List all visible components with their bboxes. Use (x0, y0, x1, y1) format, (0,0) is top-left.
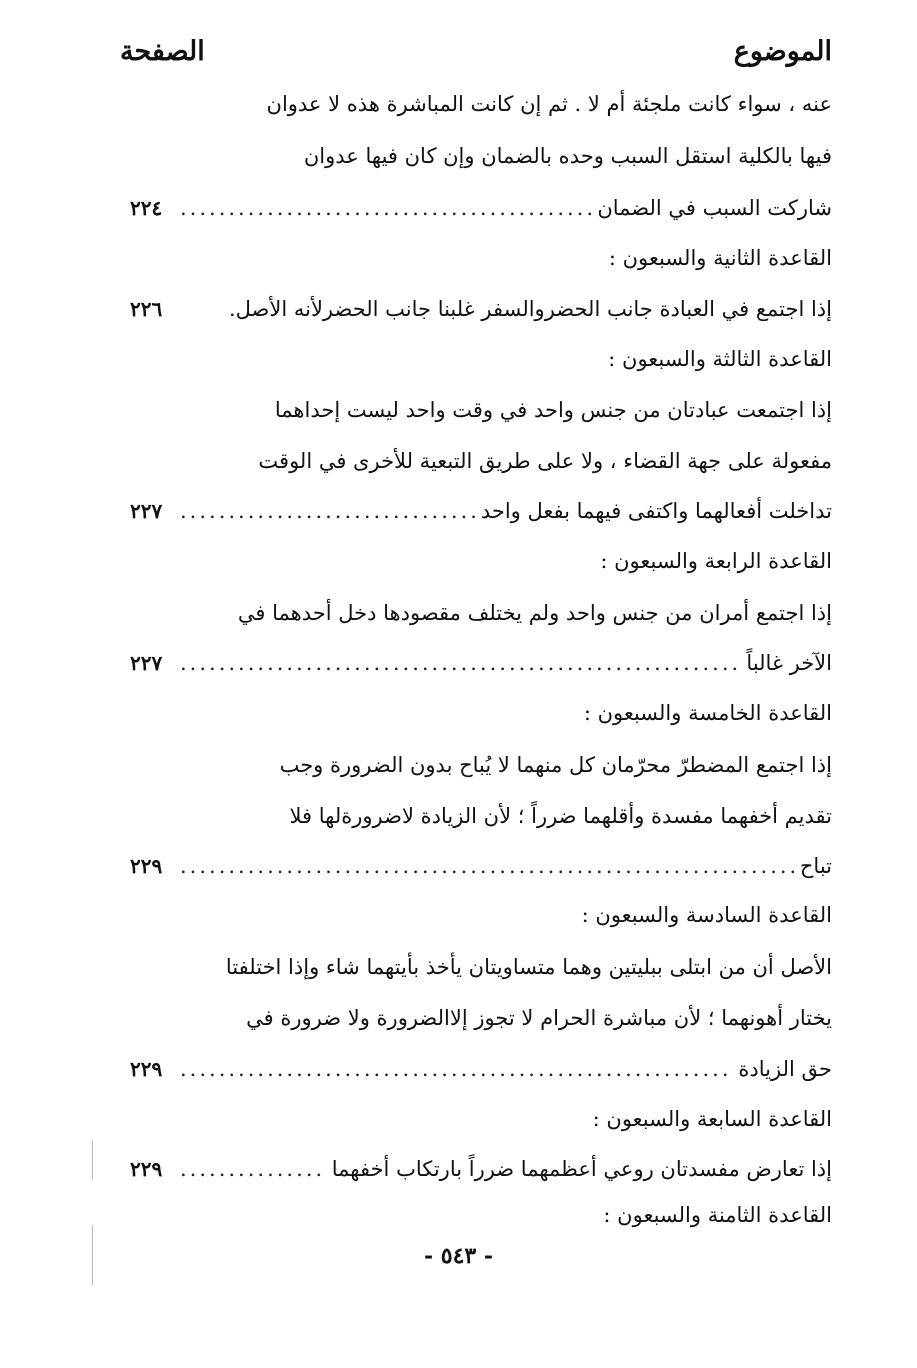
leader-dots (180, 844, 794, 888)
toc-entry-text: إذا تعارض مفسدتان روعي أعظمهما ضرراً بارتكاب أخفهما (331, 1157, 832, 1181)
toc-page-number: ٢٢٦ (130, 297, 163, 321)
toc-line: عنه ، سواء كانت ملجئة أم لا . ثم إن كانت المباشرة هذه لا عدوان (266, 92, 832, 116)
toc-line: إذا اجتمع المضطرّ محرّمان كل منهما لا يُباح بدون الضرورة وجب (279, 753, 832, 777)
rule-heading: القاعدة الخامسة والسبعون : (583, 701, 832, 725)
leader-dots (180, 1047, 732, 1091)
rule-heading: القاعدة السادسة والسبعون : (581, 903, 832, 927)
scan-margin-mark (92, 1140, 93, 1180)
leader-dots (180, 489, 475, 533)
toc-line: الأصل أن من ابتلى ببليتين وهما متساويتان يأخذ بأيتهما شاء وإذا اختلفتا (225, 955, 832, 979)
topic-column-heading: الموضوع (733, 36, 832, 67)
toc-entry-text: إذا اجتمع في العبادة جانب الحضروالسفر غلبنا جانب الحضرلأنه الأصل. (228, 297, 832, 321)
toc-line: مفعولة على جهة القضاء ، ولا على طريق التبعية للأخرى في الوقت (258, 449, 832, 473)
leader-dots (180, 186, 591, 230)
toc-page-number: ٢٢٤ (130, 196, 163, 220)
rule-heading: القاعدة الثامنة والسبعون : (603, 1203, 832, 1227)
toc-entry-text: الآخر غالباً (746, 651, 832, 675)
toc-page-number: ٢٢٧ (130, 651, 163, 675)
toc-entry[interactable] (130, 287, 832, 331)
rule-heading: القاعدة الرابعة والسبعون : (600, 549, 832, 573)
page-number-footer: - ٥٤٣ - (423, 1243, 494, 1269)
toc-page-number: ٢٢٩ (130, 1157, 163, 1181)
toc-entry[interactable] (130, 1147, 832, 1191)
scan-margin-mark (92, 1225, 93, 1285)
toc-line: إذا اجتمعت عبادتان من جنس واحد في وقت واحد ليست إحداهما (274, 398, 832, 422)
toc-entry[interactable] (130, 641, 832, 685)
toc-line: إذا اجتمع أمران من جنس واحد ولم يختلف مقصودها دخل أحدهما في (237, 601, 832, 625)
rule-heading: القاعدة السابعة والسبعون : (592, 1107, 832, 1131)
toc-page-number: ٢٢٩ (130, 854, 163, 878)
leader-dots (180, 641, 740, 685)
page-column-heading: الصفحة (120, 36, 205, 67)
leader-dots (180, 1147, 326, 1191)
toc-line: تقديم أخفهما مفسدة وأقلهما ضرراً ؛ لأن الزيادة لاضرورةلها فلا (289, 804, 832, 828)
toc-entry[interactable] (130, 1047, 832, 1091)
toc-line: فيها بالكلية استقل السبب وحده بالضمان وإن كان فيها عدوان (303, 144, 832, 168)
toc-entry[interactable] (130, 489, 832, 533)
toc-page-number: ٢٢٩ (130, 1057, 163, 1081)
toc-entry-text: تداخلت أفعالهما واكتفى فيهما بفعل واحد (480, 499, 832, 523)
toc-entry-text: تباح (799, 854, 832, 878)
toc-entry[interactable] (130, 186, 832, 230)
toc-page-number: ٢٢٧ (130, 499, 163, 523)
rule-heading: القاعدة الثالثة والسبعون : (608, 347, 832, 371)
page-header (120, 36, 832, 76)
toc-entry-text: حق الزيادة (738, 1057, 832, 1081)
toc-entry-text: شاركت السبب في الضمان (597, 196, 832, 220)
toc-line: يختار أهونهما ؛ لأن مباشرة الحرام لا تجوز إلاالضرورة ولا ضرورة في (246, 1006, 832, 1030)
rule-heading: القاعدة الثانية والسبعون : (608, 246, 832, 270)
toc-entry[interactable] (130, 844, 832, 888)
